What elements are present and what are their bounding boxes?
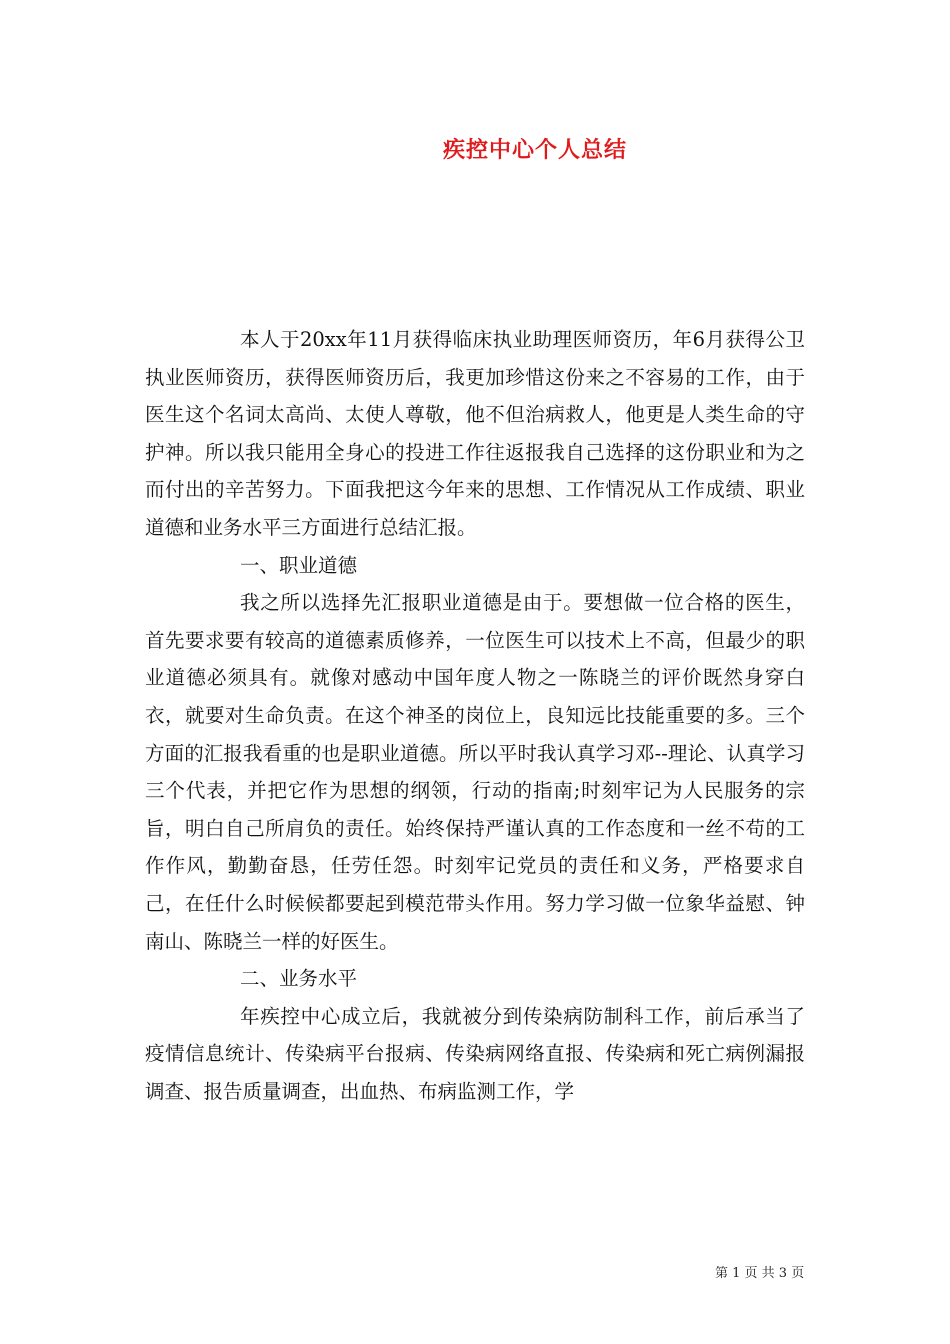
section-heading-skills: 二、业务水平 bbox=[240, 967, 358, 991]
document-title: 疾控中心个人总结 bbox=[442, 137, 627, 163]
paragraph-ethics: 我之所以选择先汇报职业道德是由于。要想做一位合格的医生，首先要求要有较高的道德素质修养，一位医生可以技术上不高，但最少的职业道德必须具有。就像对感动中国年度人物之一陈晓兰的评价既然身穿白衣，就要对生命负责。在这个神圣的岗位上，良知远比技能重要的多。三个方面的汇报我看重的也是职业道德。所以平时我认真学习邓--理论、认真学习三个代表，并把它作为思想的纲领，行动的指南;时刻牢记为人民服务的宗旨，明白自己所肩负的责任。始终保持严谨认真的工作态度和一丝不苟的工作作风，勤勤奋恳，任劳任怨。时刻牢记党员的责任和义务，严格要求自己，在任什么时候候都要起到模范带头作用。努力学习做一位象华益慰、钟南山、陈晓兰一样的好医生。 bbox=[145, 591, 805, 953]
paragraph-skills: 年疾控中心成立后，我就被分到传染病防制科工作，前后承当了疫情信息统计、传染病平台报病、传染病网络直报、传染病和死亡病例漏报调查、报告质量调查，出血热、布病监测工作，学 bbox=[145, 1004, 805, 1103]
section-heading-ethics: 一、职业道德 bbox=[240, 553, 358, 577]
paragraph-intro: 本人于20xx年11月获得临床执业助理医师资历，年6月获得公卫执业医师资历，获得医师资历后，我更加珍惜这份来之不容易的工作，由于医生这个名词太高尚、太使人尊敬，他不但治病救人，他更是人类生命的守护神。所以我只能用全身心的投进工作往返报我自己选择的这份职业和为之而付出的辛苦努力。下面我把这今年来的思想、工作情况从工作成绩、职业道德和业务水平三方面进行总结汇报。 bbox=[145, 328, 805, 539]
page-number-footer: 第 1 页 共 3 页 bbox=[715, 1266, 805, 1281]
document-body bbox=[145, 321, 805, 1110]
